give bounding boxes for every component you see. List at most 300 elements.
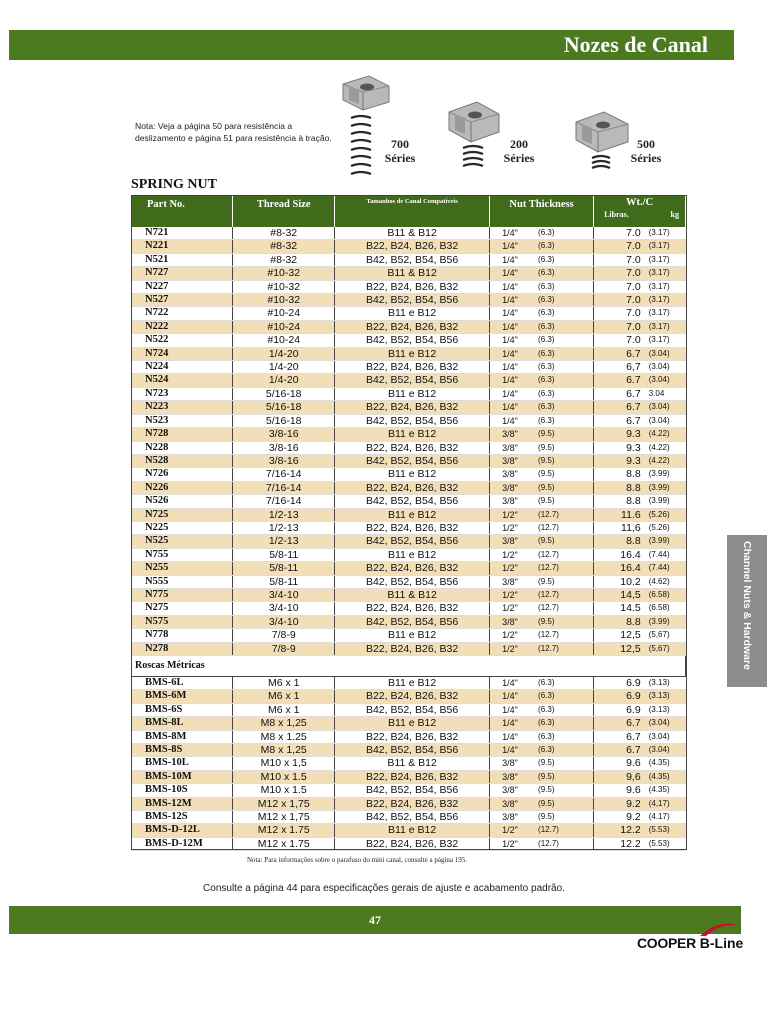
thickness-in-cell: 1/2" [490, 508, 536, 521]
weight-lb-cell: 10.2 [594, 575, 647, 588]
channel-cell: B22, B24, B26, B32 [335, 690, 490, 703]
thickness-mm-cell: (9.5) [536, 615, 594, 628]
table-title: SPRING NUT [131, 177, 217, 192]
weight-kg-cell: (5,67) [647, 629, 686, 642]
weight-kg-cell: (4.35) [647, 757, 686, 770]
thread-size-cell: #10-32 [233, 294, 335, 307]
weight-lb-cell: 9.3 [594, 441, 647, 454]
weight-kg-cell: (4.22) [647, 428, 686, 441]
weight-kg-cell: (3.04) [647, 717, 686, 730]
thickness-in-cell: 3/8" [490, 428, 536, 441]
thread-size-cell: 1/2-13 [233, 508, 335, 521]
table-row [131, 468, 686, 481]
thickness-mm-cell: (6.3) [536, 334, 594, 347]
weight-lb-cell: 6.9 [594, 690, 647, 703]
col-thread-size: Thread Size [233, 195, 335, 227]
table-row [131, 757, 686, 770]
part-no-cell: BMS-D-12M [131, 837, 233, 850]
table-row [131, 294, 686, 307]
table-row [131, 811, 686, 824]
table-row [131, 770, 686, 783]
weight-lb-cell: 12,5 [594, 629, 647, 642]
thickness-in-cell: 1/2" [490, 824, 536, 837]
table-row [131, 629, 686, 642]
thickness-mm-cell: (6.3) [536, 414, 594, 427]
thread-size-cell: M12 x 1.75 [233, 824, 335, 837]
channel-cell: B22, B24, B26, B32 [335, 320, 490, 333]
series-700-label: 700 Séries [384, 137, 416, 165]
weight-kg-cell: (5.53) [647, 837, 686, 850]
thickness-mm-cell: (9.5) [536, 481, 594, 494]
thickness-in-cell: 1/2" [490, 629, 536, 642]
thread-size-cell: M10 x 1,5 [233, 757, 335, 770]
part-no-cell: N524 [131, 374, 233, 387]
channel-cell: B22, B24, B26, B32 [335, 280, 490, 293]
table-row [131, 717, 686, 730]
thread-size-cell: 3/4-10 [233, 602, 335, 615]
channel-cell: B22, B24, B26, B32 [335, 521, 490, 534]
table-row [131, 548, 686, 561]
footer-bar [9, 906, 741, 934]
part-no-cell: N528 [131, 454, 233, 467]
weight-kg-cell: (4.17) [647, 811, 686, 824]
channel-cell: B22, B24, B26, B32 [335, 401, 490, 414]
thickness-mm-cell: (6.3) [536, 703, 594, 716]
channel-cell: B42, B52, B54, B56 [335, 294, 490, 307]
channel-cell: B22, B24, B26, B32 [335, 441, 490, 454]
thickness-mm-cell: (6.3) [536, 387, 594, 400]
part-no-cell: N727 [131, 267, 233, 280]
spring-nut-200-image [443, 98, 503, 170]
weight-lb-cell: 9.3 [594, 454, 647, 467]
weight-kg-cell: (5.53) [647, 824, 686, 837]
thickness-in-cell: 3/8" [490, 481, 536, 494]
channel-cell: B11 e B12 [335, 387, 490, 400]
thickness-in-cell: 1/4" [490, 744, 536, 757]
thickness-mm-cell: (12.7) [536, 521, 594, 534]
thread-size-cell: M8 x 1,25 [233, 717, 335, 730]
weight-kg-cell: (5.26) [647, 521, 686, 534]
weight-kg-cell: (3.17) [647, 294, 686, 307]
channel-cell: B11 & B12 [335, 588, 490, 601]
thickness-mm-cell: (9.5) [536, 797, 594, 810]
thickness-in-cell: 1/4" [490, 307, 536, 320]
thickness-mm-cell: (6.3) [536, 717, 594, 730]
thread-size-cell: #10-24 [233, 320, 335, 333]
resistance-note: Nota: Veja a página 50 para resistência a deslizamento e página 51 para resistência à tração. [135, 121, 332, 143]
thickness-in-cell: 3/8" [490, 757, 536, 770]
table-row [131, 374, 686, 387]
weight-lb-cell: 9.3 [594, 428, 647, 441]
weight-lb-cell: 7.0 [594, 267, 647, 280]
table-row [131, 441, 686, 454]
weight-kg-cell: (3.17) [647, 307, 686, 320]
thread-size-cell: M8 x 1,25 [233, 744, 335, 757]
part-no-cell: N725 [131, 508, 233, 521]
weight-lb-cell: 11.6 [594, 508, 647, 521]
channel-cell: B42, B52, B54, B56 [335, 374, 490, 387]
channel-cell: B42, B52, B54, B56 [335, 334, 490, 347]
weight-lb-cell: 6.7 [594, 414, 647, 427]
thickness-in-cell: 1/4" [490, 361, 536, 374]
thickness-in-cell: 1/4" [490, 253, 536, 266]
weight-kg-cell: (3.04) [647, 401, 686, 414]
thread-size-cell: 3/8-16 [233, 428, 335, 441]
part-no-cell: N755 [131, 548, 233, 561]
col-weight [594, 195, 686, 227]
thread-size-cell: #8-32 [233, 253, 335, 266]
channel-cell: B11 e B12 [335, 508, 490, 521]
weight-lb-cell: 16.4 [594, 562, 647, 575]
thickness-in-cell: 3/8" [490, 770, 536, 783]
thickness-in-cell: 3/8" [490, 454, 536, 467]
weight-kg-cell: (5.26) [647, 508, 686, 521]
thread-size-cell: 5/16-18 [233, 387, 335, 400]
table-row [131, 677, 686, 690]
table-row [131, 642, 686, 655]
part-no-cell: N778 [131, 629, 233, 642]
thickness-in-cell: 1/2" [490, 562, 536, 575]
table-row [131, 361, 686, 374]
channel-cell: B42, B52, B54, B56 [335, 495, 490, 508]
logo-suffix: B-Line [699, 935, 744, 951]
weight-lb-cell: 7.0 [594, 307, 647, 320]
thickness-mm-cell: (6.3) [536, 227, 594, 240]
weight-kg-cell: (3.17) [647, 227, 686, 240]
weight-lb-cell: 6.9 [594, 703, 647, 716]
table-row [131, 730, 686, 743]
weight-lb-cell: 8.8 [594, 535, 647, 548]
weight-lb-cell: 7.0 [594, 240, 647, 253]
weight-kg-cell: (4.22) [647, 441, 686, 454]
thread-size-cell: 3/4-10 [233, 588, 335, 601]
table-row [131, 703, 686, 716]
weight-lb-cell: 6.7 [594, 717, 647, 730]
table-row [131, 535, 686, 548]
table-row [131, 240, 686, 253]
weight-kg-cell: 3.04 [647, 387, 686, 400]
series-500-label: 500 Séries [630, 137, 662, 165]
series-200-label: 200 Séries [503, 137, 535, 165]
table-row [131, 495, 686, 508]
thickness-mm-cell: (9.5) [536, 757, 594, 770]
part-no-cell: N555 [131, 575, 233, 588]
weight-lb-cell: 9.2 [594, 811, 647, 824]
table-row [131, 690, 686, 703]
part-no-cell: BMS-12S [131, 811, 233, 824]
thread-size-cell: M12 x 1,75 [233, 811, 335, 824]
weight-kg-cell: (6.58) [647, 588, 686, 601]
thread-size-cell: 1/4-20 [233, 361, 335, 374]
metric-section-title: Roscas Métricas [131, 656, 686, 677]
thread-size-cell: M6 x 1 [233, 677, 335, 690]
thread-size-cell: #10-32 [233, 267, 335, 280]
channel-cell: B11 e B12 [335, 307, 490, 320]
table-row [131, 562, 686, 575]
channel-cell: B11 & B12 [335, 267, 490, 280]
channel-cell: B42, B52, B54, B56 [335, 703, 490, 716]
table-row [131, 334, 686, 347]
weight-lb-cell: 9.2 [594, 797, 647, 810]
weight-kg-cell: (3.17) [647, 267, 686, 280]
weight-kg-cell: (3.13) [647, 703, 686, 716]
channel-cell: B22, B24, B26, B32 [335, 361, 490, 374]
channel-cell: B42, B52, B54, B56 [335, 454, 490, 467]
table-row [131, 320, 686, 333]
thickness-mm-cell: (9.5) [536, 784, 594, 797]
channel-cell: B42, B52, B54, B56 [335, 253, 490, 266]
col-nut-thickness: Nut Thickness [490, 195, 594, 227]
thickness-mm-cell: (6.3) [536, 240, 594, 253]
spring-nut-table [131, 195, 686, 851]
thread-size-cell: 5/8-11 [233, 562, 335, 575]
table-row [131, 615, 686, 628]
thickness-in-cell: 1/4" [490, 414, 536, 427]
channel-cell: B22, B24, B26, B32 [335, 240, 490, 253]
thickness-in-cell: 1/2" [490, 602, 536, 615]
thickness-in-cell: 1/4" [490, 677, 536, 690]
weight-lb-cell: 8.8 [594, 615, 647, 628]
thickness-in-cell: 1/2" [490, 642, 536, 655]
weight-kg-cell: (3.13) [647, 690, 686, 703]
part-no-cell: N223 [131, 401, 233, 414]
weight-kg-cell: (3.13) [647, 677, 686, 690]
thread-size-cell: M6 x 1 [233, 703, 335, 716]
channel-cell: B22, B24, B26, B32 [335, 730, 490, 743]
thickness-in-cell: 1/4" [490, 334, 536, 347]
thickness-in-cell: 1/4" [490, 374, 536, 387]
section-side-tab [727, 535, 767, 687]
thickness-mm-cell: (6.3) [536, 744, 594, 757]
weight-lb-cell: 14.5 [594, 602, 647, 615]
weight-kg-cell: (7.44) [647, 562, 686, 575]
table-row [131, 227, 686, 240]
weight-lb-cell: 12.2 [594, 837, 647, 850]
weight-kg-cell: (4.35) [647, 784, 686, 797]
thickness-in-cell: 3/8" [490, 495, 536, 508]
table-row [131, 575, 686, 588]
thickness-in-cell: 1/4" [490, 387, 536, 400]
thread-size-cell: #8-32 [233, 227, 335, 240]
channel-cell: B11 e B12 [335, 677, 490, 690]
thickness-mm-cell: (12.7) [536, 588, 594, 601]
channel-cell: B11 e B12 [335, 824, 490, 837]
thickness-mm-cell: (6.3) [536, 320, 594, 333]
logo-brand: COOPER [637, 935, 696, 951]
thickness-in-cell: 1/4" [490, 730, 536, 743]
weight-kg-cell: (3.99) [647, 468, 686, 481]
mini-channel-footnote: Nota: Para informações sobre o parafuso do mini canal, consulte a página 195. [247, 856, 468, 864]
weight-kg-cell: (7.44) [647, 548, 686, 561]
weight-lb-cell: 14,5 [594, 588, 647, 601]
thickness-mm-cell: (12.7) [536, 824, 594, 837]
thickness-mm-cell: (6.3) [536, 253, 594, 266]
thread-size-cell: #10-24 [233, 307, 335, 320]
weight-lb-cell: 6.7 [594, 744, 647, 757]
col-weight-kg: kg [670, 210, 679, 219]
weight-lb-cell: 11,6 [594, 521, 647, 534]
thread-size-cell: 7/16-14 [233, 495, 335, 508]
channel-cell: B22, B24, B26, B32 [335, 562, 490, 575]
table-row [131, 253, 686, 266]
table-row [131, 347, 686, 360]
table-row [131, 797, 686, 810]
channel-cell: B11 e B12 [335, 347, 490, 360]
weight-lb-cell: 7.0 [594, 253, 647, 266]
thickness-mm-cell: (6.3) [536, 690, 594, 703]
weight-lb-cell: 7.0 [594, 334, 647, 347]
thickness-in-cell: 1/4" [490, 227, 536, 240]
thread-size-cell: 1/4-20 [233, 347, 335, 360]
thickness-mm-cell: (12.7) [536, 602, 594, 615]
thread-size-cell: M6 x 1 [233, 690, 335, 703]
weight-lb-cell: 16.4 [594, 548, 647, 561]
thickness-mm-cell: (6.3) [536, 730, 594, 743]
part-no-cell: BMS-6M [131, 690, 233, 703]
part-no-cell: N228 [131, 441, 233, 454]
thread-size-cell: 1/2-13 [233, 535, 335, 548]
thickness-mm-cell: (9.5) [536, 428, 594, 441]
weight-lb-cell: 9,6 [594, 770, 647, 783]
thread-size-cell: #10-24 [233, 334, 335, 347]
table-row [131, 744, 686, 757]
spring-nut-700-image [335, 72, 395, 182]
thickness-mm-cell: (6.3) [536, 267, 594, 280]
part-no-cell: N227 [131, 280, 233, 293]
table-row [131, 824, 686, 837]
weight-kg-cell: (6.58) [647, 602, 686, 615]
thickness-in-cell: 1/2" [490, 837, 536, 850]
thickness-in-cell: 1/2" [490, 521, 536, 534]
spring-nut-500-image [570, 108, 632, 180]
channel-cell: B22, B24, B26, B32 [335, 602, 490, 615]
weight-lb-cell: 8.8 [594, 481, 647, 494]
weight-lb-cell: 8.8 [594, 495, 647, 508]
channel-cell: B11 & B12 [335, 757, 490, 770]
channel-cell: B42, B52, B54, B56 [335, 575, 490, 588]
weight-lb-cell: 7.0 [594, 294, 647, 307]
page-number: 47 [369, 913, 381, 927]
thread-size-cell: 3/8-16 [233, 441, 335, 454]
thread-size-cell: 1/4-20 [233, 374, 335, 387]
thread-size-cell: 3/4-10 [233, 615, 335, 628]
weight-lb-cell: 6.9 [594, 677, 647, 690]
thread-size-cell: 5/8-11 [233, 548, 335, 561]
weight-kg-cell: (5,67) [647, 642, 686, 655]
part-no-cell: N575 [131, 615, 233, 628]
channel-cell: B22, B24, B26, B32 [335, 770, 490, 783]
weight-kg-cell: (3.99) [647, 535, 686, 548]
thickness-mm-cell: (6.3) [536, 347, 594, 360]
thickness-mm-cell: (9.5) [536, 770, 594, 783]
thickness-in-cell: 1/4" [490, 267, 536, 280]
weight-kg-cell: (3.04) [647, 347, 686, 360]
table-row [131, 387, 686, 400]
weight-lb-cell: 6.7 [594, 387, 647, 400]
channel-cell: B11 e B12 [335, 629, 490, 642]
weight-kg-cell: (3.99) [647, 481, 686, 494]
table-row [131, 414, 686, 427]
part-no-cell: N527 [131, 294, 233, 307]
thread-size-cell: 7/16-14 [233, 481, 335, 494]
col-channel-sizes: Tamanhos de Canal Compatíveis [335, 195, 490, 227]
thickness-in-cell: 1/2" [490, 588, 536, 601]
part-no-cell: N255 [131, 562, 233, 575]
part-no-cell: BMS-10M [131, 770, 233, 783]
weight-kg-cell: (3.17) [647, 253, 686, 266]
part-no-cell: N521 [131, 253, 233, 266]
weight-kg-cell: (4,17) [647, 797, 686, 810]
weight-lb-cell: 8.8 [594, 468, 647, 481]
header-bar [9, 30, 734, 60]
thread-size-cell: 7/8-9 [233, 629, 335, 642]
thread-size-cell: 1/2-13 [233, 521, 335, 534]
weight-kg-cell: (3.04) [647, 744, 686, 757]
channel-cell: B22, B24, B26, B32 [335, 642, 490, 655]
part-no-cell: BMS-8M [131, 730, 233, 743]
weight-kg-cell: (3.04) [647, 374, 686, 387]
channel-cell: B42, B52, B54, B56 [335, 744, 490, 757]
table-row [131, 588, 686, 601]
weight-lb-cell: 9.6 [594, 784, 647, 797]
thickness-mm-cell: (6.3) [536, 307, 594, 320]
table-row [131, 521, 686, 534]
weight-lb-cell: 6.7 [594, 401, 647, 414]
part-no-cell: BMS-6S [131, 703, 233, 716]
thickness-in-cell: 3/8" [490, 784, 536, 797]
channel-cell: B22, B24, B26, B32 [335, 837, 490, 850]
part-no-cell: N726 [131, 468, 233, 481]
thickness-in-cell: 1/4" [490, 690, 536, 703]
thread-size-cell: M12 x 1,75 [233, 797, 335, 810]
thread-size-cell: #10-32 [233, 280, 335, 293]
thickness-in-cell: 1/2" [490, 548, 536, 561]
part-no-cell: N522 [131, 334, 233, 347]
weight-kg-cell: (3.17) [647, 280, 686, 293]
part-no-cell: N224 [131, 361, 233, 374]
part-no-cell: BMS-D-12L [131, 824, 233, 837]
thickness-in-cell: 3/8" [490, 468, 536, 481]
thickness-in-cell: 3/8" [490, 535, 536, 548]
channel-cell: B22, B24, B26, B32 [335, 481, 490, 494]
weight-kg-cell: (4.35) [647, 770, 686, 783]
channel-cell: B42, B52, B54, B56 [335, 811, 490, 824]
part-no-cell: N275 [131, 602, 233, 615]
thickness-mm-cell: (12.7) [536, 508, 594, 521]
thickness-in-cell: 3/8" [490, 615, 536, 628]
thickness-mm-cell: (6.3) [536, 677, 594, 690]
table-row [131, 454, 686, 467]
col-part-no: Part No. [131, 195, 233, 227]
part-no-cell: N222 [131, 320, 233, 333]
thickness-mm-cell: (9.5) [536, 811, 594, 824]
part-no-cell: N225 [131, 521, 233, 534]
part-no-cell: N722 [131, 307, 233, 320]
table-row [131, 481, 686, 494]
part-no-cell: N278 [131, 642, 233, 655]
thickness-mm-cell: (9.5) [536, 454, 594, 467]
thickness-in-cell: 1/4" [490, 717, 536, 730]
table-row [131, 784, 686, 797]
table-row [131, 267, 686, 280]
thickness-in-cell: 1/4" [490, 240, 536, 253]
thickness-mm-cell: (12.7) [536, 629, 594, 642]
page-title: Nozes de Canal [563, 32, 708, 57]
thickness-mm-cell: (6.3) [536, 374, 594, 387]
channel-cell: B42, B52, B54, B56 [335, 784, 490, 797]
thickness-mm-cell: (6.3) [536, 294, 594, 307]
channel-cell: B11 & B12 [335, 227, 490, 240]
